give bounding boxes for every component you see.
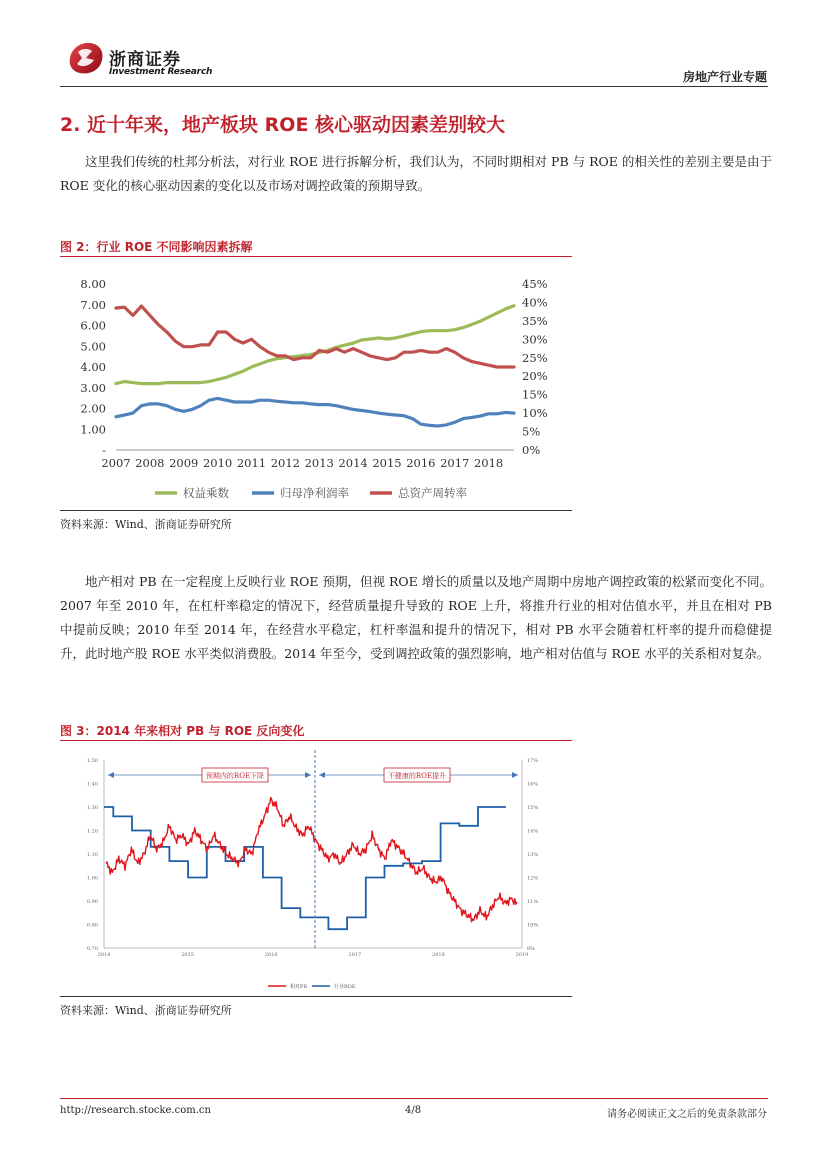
y-right-tick-label: 45% <box>522 277 548 291</box>
y-right-tick-label: 0% <box>522 443 541 457</box>
y-left-tick-label: 4.00 <box>80 360 106 374</box>
y-left-tick-label: 2.00 <box>80 401 106 416</box>
y-right-tick-label: 13% <box>527 852 539 858</box>
y-left-tick-label: 7.00 <box>80 297 106 312</box>
paragraph-1-text: 这里我们传统的杜邦分析法，对行业 ROE 进行拆解分析，我们认为，不同时期相对 PB 与 ROE 的相关性的差别主要是由于 ROE 变化的核心驱动因素的变化以及市场对调控政策的预期导致。 <box>60 154 772 193</box>
series-line-权益乘数 <box>116 306 514 384</box>
arrowhead <box>108 772 114 778</box>
y-right-tick-label: 40% <box>522 295 548 310</box>
x-tick-label: 2009 <box>169 456 199 470</box>
figure-3-chart <box>60 744 572 996</box>
y-right-tick-label: 17% <box>527 758 539 764</box>
x-tick-label: 2014 <box>97 952 111 958</box>
x-tick-label: 2008 <box>135 456 165 470</box>
legend-label: 归母净利润率 <box>280 486 349 500</box>
arrowhead <box>305 772 311 778</box>
y-right-tick-label: 15% <box>522 387 548 402</box>
y-left-tick-label: 1.00 <box>80 422 106 437</box>
x-tick-label: 2015 <box>181 952 194 958</box>
report-type: 房地产行业专题 <box>682 70 767 84</box>
x-tick-label: 2018 <box>432 952 445 958</box>
annotation-right: 不健康的ROE提升 <box>387 772 447 780</box>
paragraph-2-text: 地产相对 PB 在一定程度上反映行业 ROE 预期，但视 ROE 增长的质量以及地产周期中房地产调控政策的松紧而变化不同。2007 年至 2010 年，在杠杆率稳定的情况下，经营质量提升导致的 ROE 上升，将推升行业的相对估值水平，并且在相对 PB 中提前反映；2010 年至 2014 年，在经营水平稳定，杠杆率温和提升的情况下，相对 PB 水平会随着杠杆率的提升而稳健提升，此时地产股 ROE 水平类似消费股。2014 年至今，受到调控政策的强烈影响，地产相对估值与 ROE 水平的关系相对复杂。 <box>60 574 772 661</box>
y-right-tick-label: 25% <box>522 350 548 365</box>
y-left-tick-label: 0.80 <box>86 922 98 929</box>
legend-label: 总资产周转率 <box>398 486 467 500</box>
y-left-tick-label: 1.00 <box>86 875 98 882</box>
y-left-tick-label: 0.90 <box>86 899 98 905</box>
x-tick-label: 2018 <box>473 456 504 470</box>
series-line-归母净利润率 <box>116 398 514 426</box>
section-title: 2. 近十年来，地产板块 ROE 核心驱动因素差别较大 <box>60 114 506 136</box>
y-left-tick-label: 5.00 <box>80 339 106 354</box>
figure-2-source: 资料来源：Wind、浙商证券研究所 <box>60 518 232 531</box>
series-line-总资产周转率 <box>116 306 514 367</box>
y-left-tick-label: 1.30 <box>86 805 98 811</box>
legend-label: 权益乘数 <box>183 486 229 500</box>
y-right-tick-label: 8% <box>527 946 535 952</box>
x-tick-label: 2017 <box>440 456 470 470</box>
arrowhead <box>319 772 325 778</box>
x-tick-label: 2015 <box>372 456 402 470</box>
y-left-tick-label: 1.40 <box>86 781 98 788</box>
logo-icon <box>66 38 106 78</box>
arrowhead <box>512 772 518 778</box>
x-tick-label: 2014 <box>338 456 368 470</box>
x-tick-label: 2019 <box>515 952 529 958</box>
y-right-tick-label: 16% <box>527 781 539 788</box>
y-left-tick-label: 6.00 <box>80 318 106 333</box>
figure-2-chart <box>60 268 572 510</box>
y-right-tick-label: 10% <box>522 406 548 421</box>
y-right-tick-label: 10% <box>527 922 539 929</box>
annotation-left: 预期内的ROE下降 <box>205 772 265 780</box>
x-tick-label: 2016 <box>264 952 278 958</box>
y-right-tick-label: 35% <box>522 313 548 328</box>
company-name-en: Investment Research <box>109 67 213 77</box>
paragraph-2 <box>60 570 772 666</box>
x-tick-label: 2012 <box>270 456 301 470</box>
y-left-tick-label: 3.00 <box>80 380 106 395</box>
figure-3-source: 资料来源：Wind、浙商证券研究所 <box>60 1004 232 1017</box>
x-tick-label: 2017 <box>348 952 362 958</box>
y-right-tick-label: 20% <box>522 369 548 384</box>
y-left-tick-label: 0.70 <box>86 946 98 952</box>
figure-2-bottom-rule <box>60 510 572 511</box>
legend-label: 行业ROE <box>334 984 356 990</box>
x-tick-label: 2007 <box>101 456 131 470</box>
header-rule <box>60 86 768 87</box>
series-line-行业ROE <box>104 807 506 929</box>
footer-rule <box>60 1098 768 1099</box>
figure-3-bottom-rule <box>60 996 572 997</box>
y-left-tick-label: - <box>102 443 106 457</box>
page-number: 4/8 <box>405 1105 422 1116</box>
footer-url[interactable]: http://research.stocke.com.cn <box>60 1105 211 1116</box>
y-right-tick-label: 15% <box>527 805 539 811</box>
x-tick-label: 2016 <box>406 456 436 470</box>
y-right-tick-label: 11% <box>527 899 539 905</box>
y-right-tick-label: 12% <box>527 875 539 882</box>
x-tick-label: 2011 <box>236 456 267 470</box>
y-left-tick-label: 1.10 <box>86 852 98 858</box>
company-name-cn: 浙商证券 <box>109 50 181 70</box>
y-right-tick-label: 5% <box>522 424 541 439</box>
figure-2-title: 图 2：行业 ROE 不同影响因素拆解 <box>60 240 253 254</box>
paragraph-1 <box>60 150 772 198</box>
y-left-tick-label: 8.00 <box>80 277 106 291</box>
y-right-tick-label: 30% <box>522 332 548 347</box>
company-logo <box>66 38 106 78</box>
y-left-tick-label: 1.50 <box>86 758 98 764</box>
legend-label: 相对PB <box>290 984 308 990</box>
series-line-相对PB <box>106 798 517 922</box>
footer-disclaimer: 请务必阅读正文之后的免责条款部分 <box>607 1109 767 1120</box>
figure-2-title-rule <box>60 256 572 257</box>
y-left-tick-label: 1.20 <box>86 828 98 835</box>
x-tick-label: 2013 <box>304 456 334 470</box>
figure-3-title: 图 3：2014 年来相对 PB 与 ROE 反向变化 <box>60 724 305 738</box>
x-tick-label: 2010 <box>202 456 233 470</box>
y-right-tick-label: 14% <box>527 828 539 835</box>
figure-3-title-rule <box>60 740 572 741</box>
